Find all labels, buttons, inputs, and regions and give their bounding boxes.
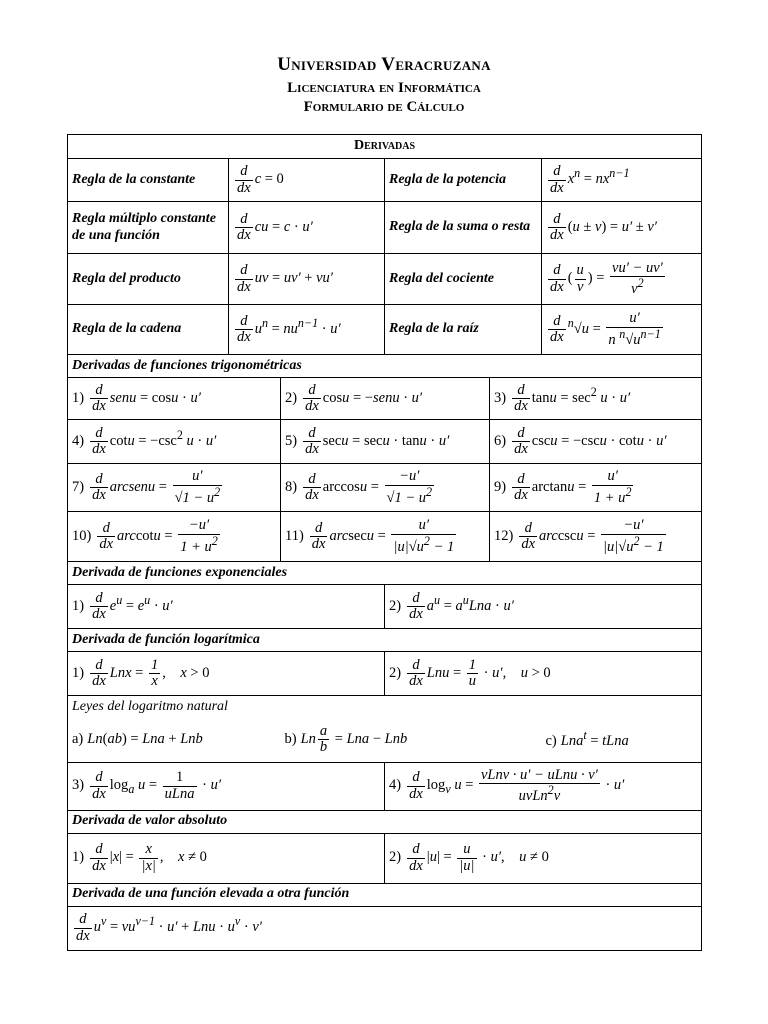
table-row [68, 512, 702, 562]
formula: 1) $\frac{d}{dx}$ $e^u = e^u \cdot u'$ [68, 585, 385, 629]
formula: $\frac{d}{dx}$ $^n$√u = $\frac{u'}{n ^n√u^{n-1}}$ [542, 305, 702, 355]
formula: a) Ln(ab) = Lna + Lnb [68, 718, 281, 762]
table-row [68, 378, 702, 420]
section-laws: Leyes del logaritmo natural [68, 696, 702, 719]
table-row [68, 652, 702, 696]
rule-label: Regla de la cadena [68, 305, 229, 355]
table-row [68, 305, 702, 355]
formula: 2) $\frac{d}{dx}$ Lnu = $\frac{1}{u}$ · u′, u > 0 [385, 652, 702, 696]
rule-label: Regla múltiplo constante de una función [68, 202, 229, 254]
formula: $\frac{d}{dx}$ ( $\frac{u}{v}$ ) = $\frac{vu' - uv'}{v^2}$ [542, 254, 702, 305]
section-abs: Derivada de valor absoluto [68, 810, 702, 833]
formula: $\frac{d}{dx}$ $x^n = nx^{n-1}$ [542, 159, 702, 202]
formula: 6) $\frac{d}{dx}$ cscu = −cscu · cotu · u′ [490, 420, 702, 464]
rule-label: Regla de la potencia [385, 159, 542, 202]
rule-label: Regla del cociente [385, 254, 542, 305]
formula: 2) $\frac{d}{dx}$ $a^u = a^uLna \cdot u'$ [385, 585, 702, 629]
table-row [68, 464, 702, 512]
table-row [68, 906, 702, 950]
table-row [68, 254, 702, 305]
formula: 4) $\frac{d}{dx}$ $\log_v u$ = $\frac{\text{vLnv · u′ − uLnu · v′}}{uvLn^2v}$ · u′ [385, 762, 702, 810]
formula: 1) $\frac{d}{dx}$ Lnx = $\frac{1}{x}$ , x > 0 [68, 652, 385, 696]
document-title: Formulario de Cálculo [303, 99, 465, 115]
rule-label: Regla del producto [68, 254, 229, 305]
formula: 11) $\frac{d}{dx}$ arcsecu = $\frac{u'}{|u|√u^2 - 1}$ [281, 512, 490, 562]
program-name: Licenciatura en Informática [287, 80, 481, 96]
formula: $\frac{d}{dx}$ uv = uv′ + vu′ [229, 254, 385, 305]
formula: 12) $\frac{d}{dx}$ arccscu = $\frac{-u'}{|u|√u^2 - 1}$ [490, 512, 702, 562]
formula: 4) $\frac{d}{dx}$ $\cot u = -\csc^2$ u · u′ [68, 420, 281, 464]
formula: $\frac{d}{dx}$ (u ± v) = u′ ± v′ [542, 202, 702, 254]
table-title: Derivadas [68, 135, 702, 159]
section-power-fn: Derivada de una función elevada a otra función [68, 883, 702, 906]
rule-label: Regla de la suma o resta [385, 202, 542, 254]
formula: 9) $\frac{d}{dx}$ arctanu = $\frac{u'}{1 + u^2}$ [490, 464, 702, 512]
section-log: Derivada de función logarítmica [68, 629, 702, 652]
table-row [68, 202, 702, 254]
formula: 2) $\frac{d}{dx}$ cosu = −senu · u′ [281, 378, 490, 420]
formula: $\frac{d}{dx}$ c = 0 [229, 159, 385, 202]
table-row [68, 585, 702, 629]
formula: 10) $\frac{d}{dx}$ arccotu = $\frac{-u'}{1 + u^2}$ [68, 512, 281, 562]
formula: $\frac{d}{dx}$ cu = c · u′ [229, 202, 385, 254]
table-row [68, 833, 702, 883]
formula: c) Lna$^t$ = tLna [542, 718, 702, 762]
section-trig: Derivadas de funciones trigonométricas [68, 355, 702, 378]
formula: 7) $\frac{d}{dx}$ arcsenu = $\frac{u'}{√1 - u^2}$ [68, 464, 281, 512]
table-row [68, 718, 702, 762]
table-row [68, 420, 702, 464]
formula: 1) $\frac{d}{dx}$ senu = cosu · u′ [68, 378, 281, 420]
formula: $\frac{d}{dx}$ $u^n = nu^{n-1} \cdot u'$ [229, 305, 385, 355]
formula: 1) $\frac{d}{dx}$ |x| = $\frac{x}{|x|}$ , x ≠ 0 [68, 833, 385, 883]
table-row [68, 762, 702, 810]
rule-label: Regla de la constante [68, 159, 229, 202]
rule-label: Regla de la raíz [385, 305, 542, 355]
formula-table [67, 134, 702, 951]
formula: 3) $\frac{d}{dx}$ $\tan u = \sec^2 u \cdot u'$ [490, 378, 702, 420]
table-row [68, 159, 702, 202]
university-name: Universidad Veracruzana [277, 54, 491, 75]
formula: 2) $\frac{d}{dx}$ |u| = $\frac{u}{|u|}$ · u′, u ≠ 0 [385, 833, 702, 883]
section-exp: Derivada de funciones exponenciales [68, 562, 702, 585]
formula: b) Ln $\frac{a}{b}$ = Lna − Lnb [281, 718, 542, 762]
formula: 5) $\frac{d}{dx}$ secu = secu · tanu · u′ [281, 420, 490, 464]
formula: 8) $\frac{d}{dx}$ arccosu = $\frac{-u'}{√1 - u^2}$ [281, 464, 490, 512]
formula: $\frac{d}{dx}$ $u^v = vu^{v-1} \cdot u'$ + Lnu · $u^v \cdot v'$ [68, 906, 702, 950]
formula: 3) $\frac{d}{dx}$ $\log_a u$ = $\frac{1}{\text{uLna}}$ · u′ [68, 762, 385, 810]
